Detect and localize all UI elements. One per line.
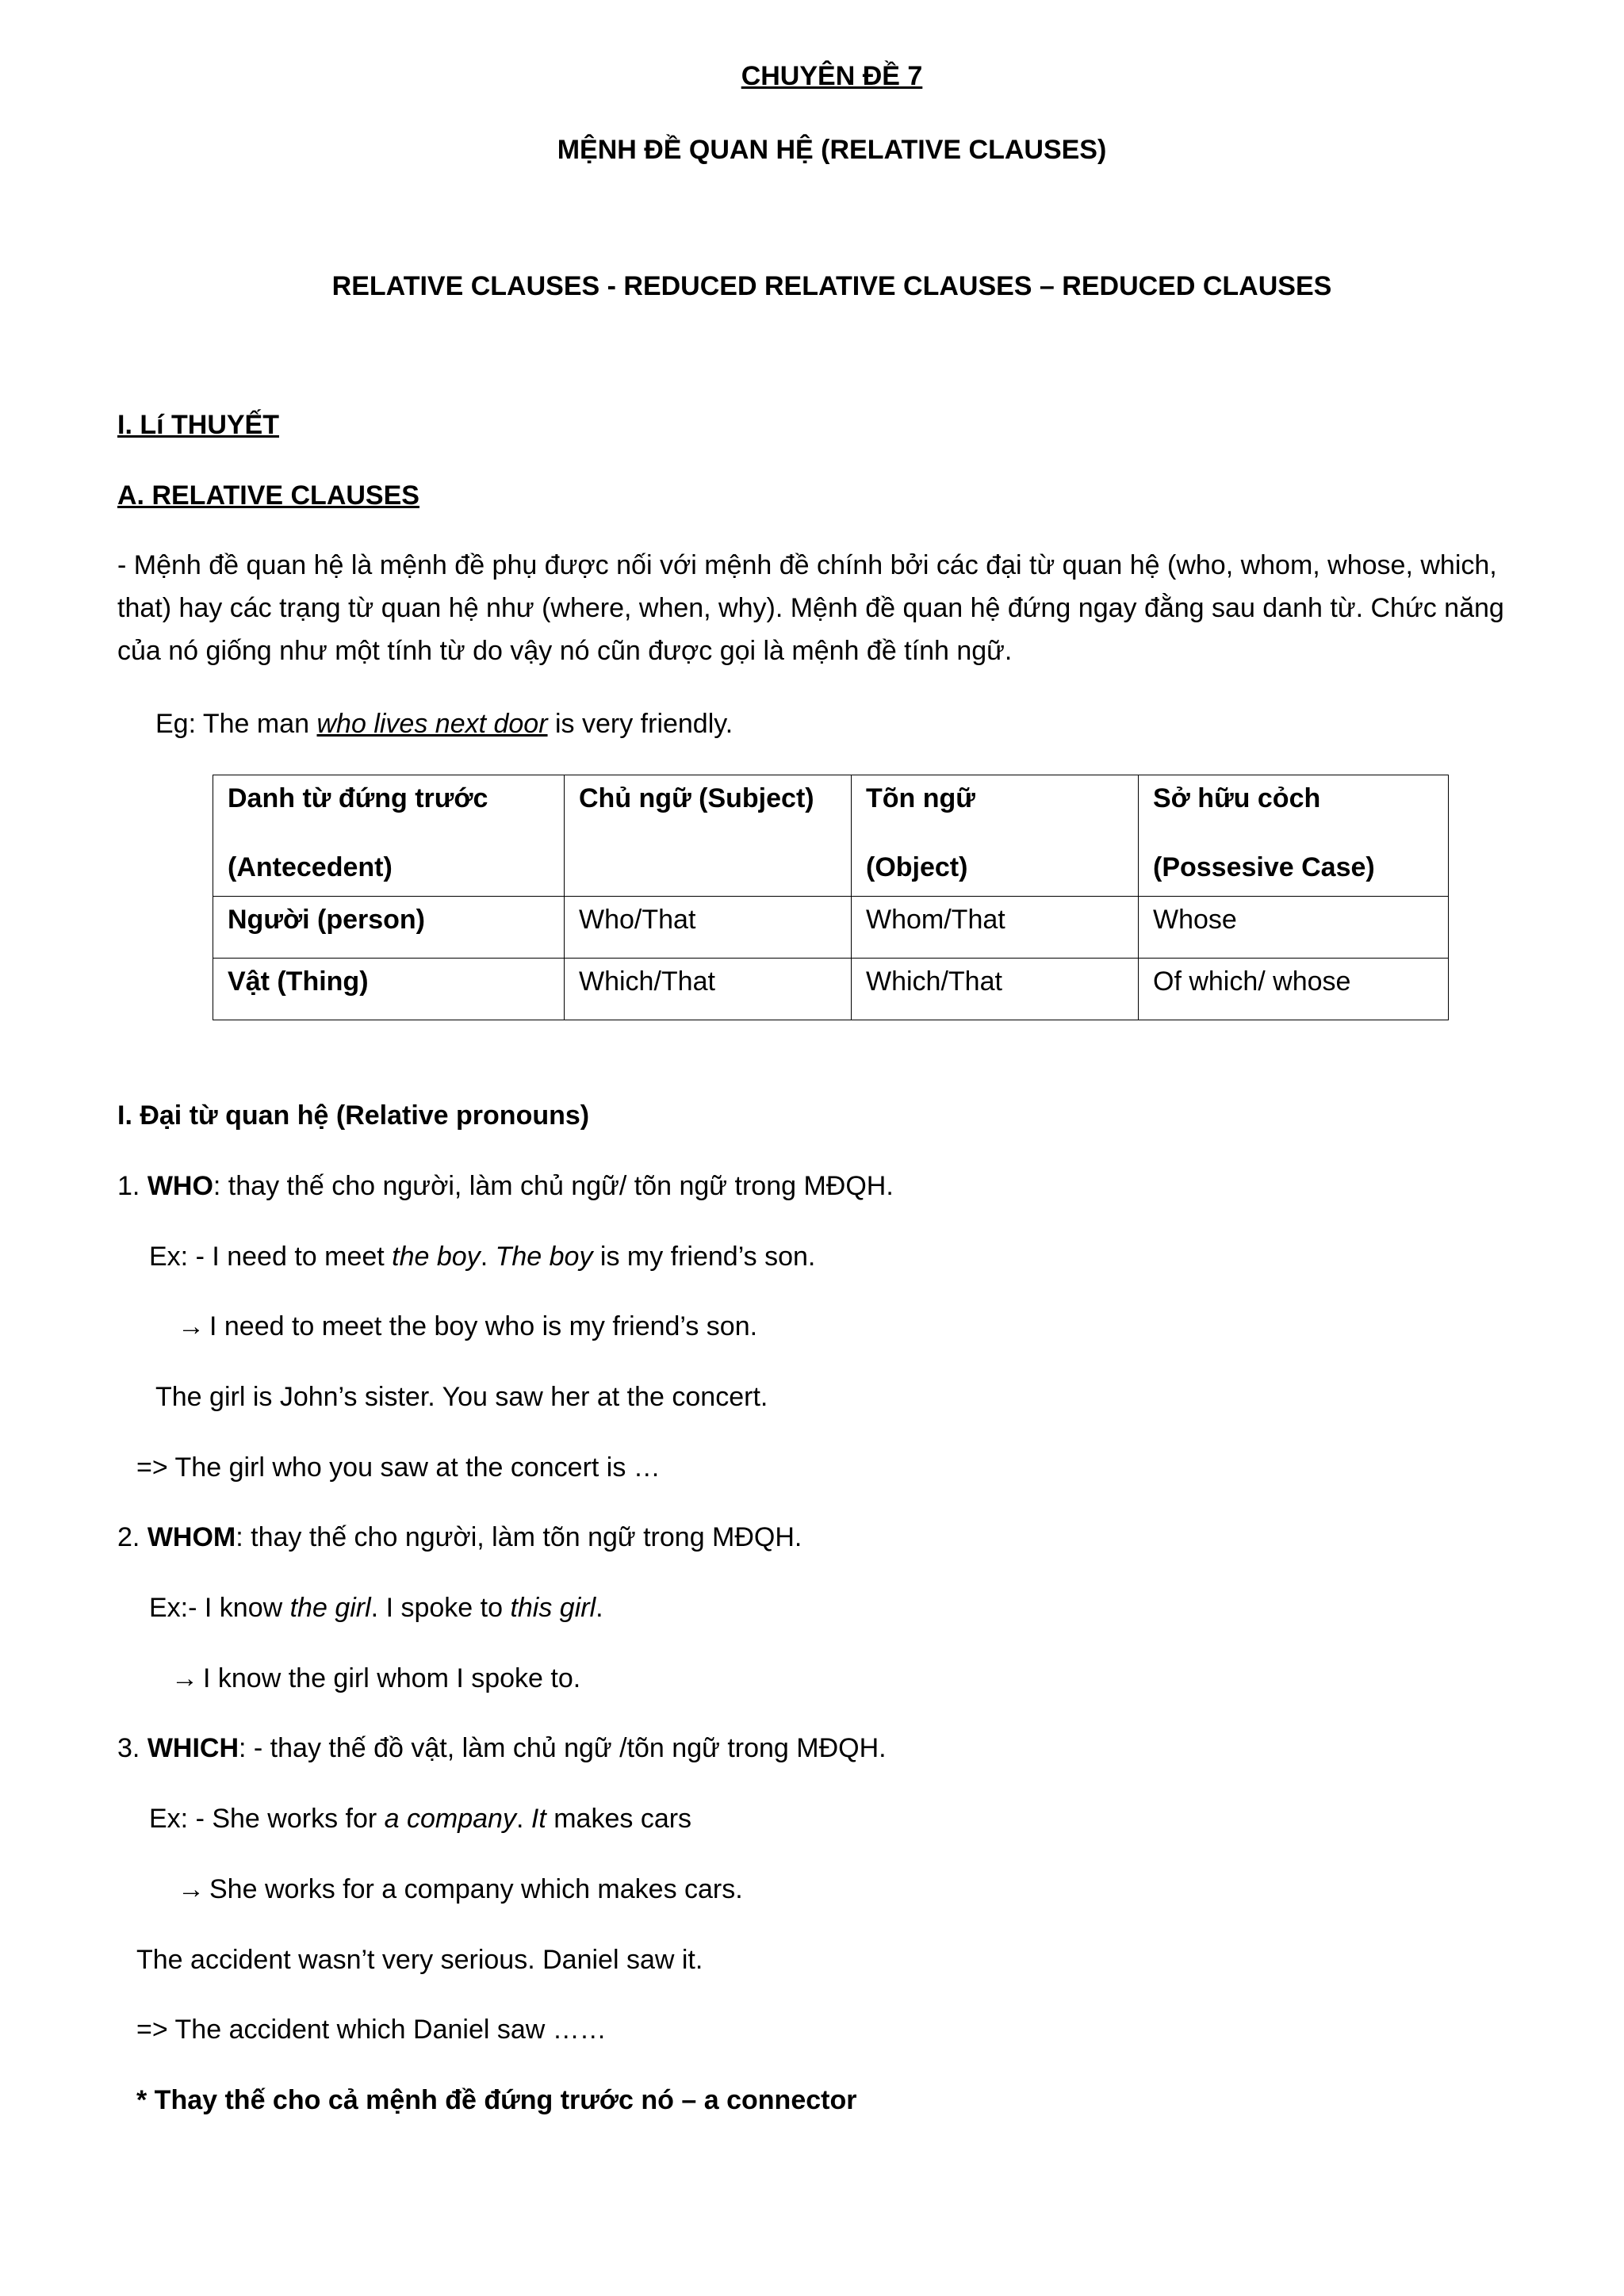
document-title: CHUYÊN ĐỀ 7 <box>741 61 923 91</box>
whom-example: Ex:- I know the girl. I spoke to this girl. <box>149 1593 603 1624</box>
table-header-cell: Chủ ngữ (Subject) <box>565 775 852 897</box>
who-definition: 1. WHO: thay thế cho người, làm chủ ngữ/ tõn ngữ trong MĐQH. <box>117 1170 894 1201</box>
table-header-cell: Danh từ đứng trước (Antecedent) <box>213 775 565 897</box>
table-cell: Who/That <box>565 897 852 959</box>
which-definition: 3. WHICH: - thay thế đồ vật, làm chủ ngữ /tõn ngữ trong MĐQH. <box>117 1733 887 1764</box>
who-keyword: WHO <box>147 1170 213 1201</box>
table-header-cell: Sở hữu cỏch (Possesive Case) <box>1139 775 1449 897</box>
which-example-2-result: => The accident which Daniel saw …… <box>136 2015 607 2045</box>
whom-example-result: → I know the girl whom I spoke to. <box>117 1658 1546 1700</box>
whom-keyword: WHOM <box>147 1522 236 1553</box>
table-row <box>213 959 1449 1020</box>
relative-clauses-heading: A. RELATIVE CLAUSES <box>117 480 419 511</box>
table-header-cell: Tõn ngữ (Object) <box>852 775 1139 897</box>
table-cell: Whom/That <box>852 897 1139 959</box>
table-header-row <box>213 775 1449 897</box>
example-relative-clause: who lives next door <box>316 708 548 739</box>
who-example-2: The girl is John’s sister. You saw her at the concert. <box>155 1382 768 1413</box>
which-example-2: The accident wasn’t very serious. Daniel saw it. <box>136 1944 703 1975</box>
whom-definition: 2. WHOM: thay thế cho người, làm tõn ngữ trong MĐQH. <box>117 1522 802 1553</box>
document-subtitle: MỆNH ĐỀ QUAN HỆ (RELATIVE CLAUSES) <box>557 134 1107 165</box>
arrow-right-icon: → <box>178 1873 205 1904</box>
definition-paragraph: - Mệnh đề quan hệ là mệnh đề phụ được nối với mệnh đề chính bởi các đại từ quan hệ (who, whom, whose, which, that) hay các trạng từ quan hệ như (where, when, why). Mệnh đề quan hệ đứng ngay đằng sau danh từ. Chức năng của nó giống như một tính từ do vậy nó cũn được gọi là mệnh đề tính ngữ. <box>117 550 1504 666</box>
which-keyword: WHICH <box>147 1733 239 1764</box>
example-prefix: Eg: The man <box>155 708 317 739</box>
which-connector-note: * Thay thế cho cả mệnh đề đứng trước nó – a connector <box>136 2084 857 2115</box>
table-cell: Vật (Thing) <box>213 959 565 1020</box>
theory-heading: I. Lí THUYẾT <box>117 410 279 441</box>
which-example-result: → She works for a company which makes cars. <box>117 1869 1546 1911</box>
table-row <box>213 897 1449 959</box>
who-example-result: → I need to meet the boy who is my friend’s son. <box>117 1306 1546 1348</box>
relative-pronouns-heading: I. Đại từ quan hệ (Relative pronouns) <box>117 1100 590 1131</box>
who-example: Ex: - I need to meet the boy. The boy is my friend’s son. <box>149 1241 816 1272</box>
example-suffix: is very friendly. <box>547 708 733 739</box>
table-cell: Người (person) <box>213 897 565 959</box>
arrow-right-icon: → <box>171 1663 198 1693</box>
arrow-right-icon: → <box>178 1311 205 1342</box>
relative-pronoun-table <box>213 775 1449 1020</box>
section-heading: RELATIVE CLAUSES - REDUCED RELATIVE CLAUSES – REDUCED CLAUSES <box>331 271 1332 302</box>
which-example: Ex: - She works for a company. It makes cars <box>149 1804 692 1835</box>
who-example-2-result: => The girl who you saw at the concert is … <box>136 1452 661 1483</box>
table-cell: Whose <box>1139 897 1449 959</box>
table-cell: Of which/ whose <box>1139 959 1449 1020</box>
table-cell: Which/That <box>565 959 852 1020</box>
example-line <box>155 703 1546 745</box>
table-cell: Which/That <box>852 959 1139 1020</box>
